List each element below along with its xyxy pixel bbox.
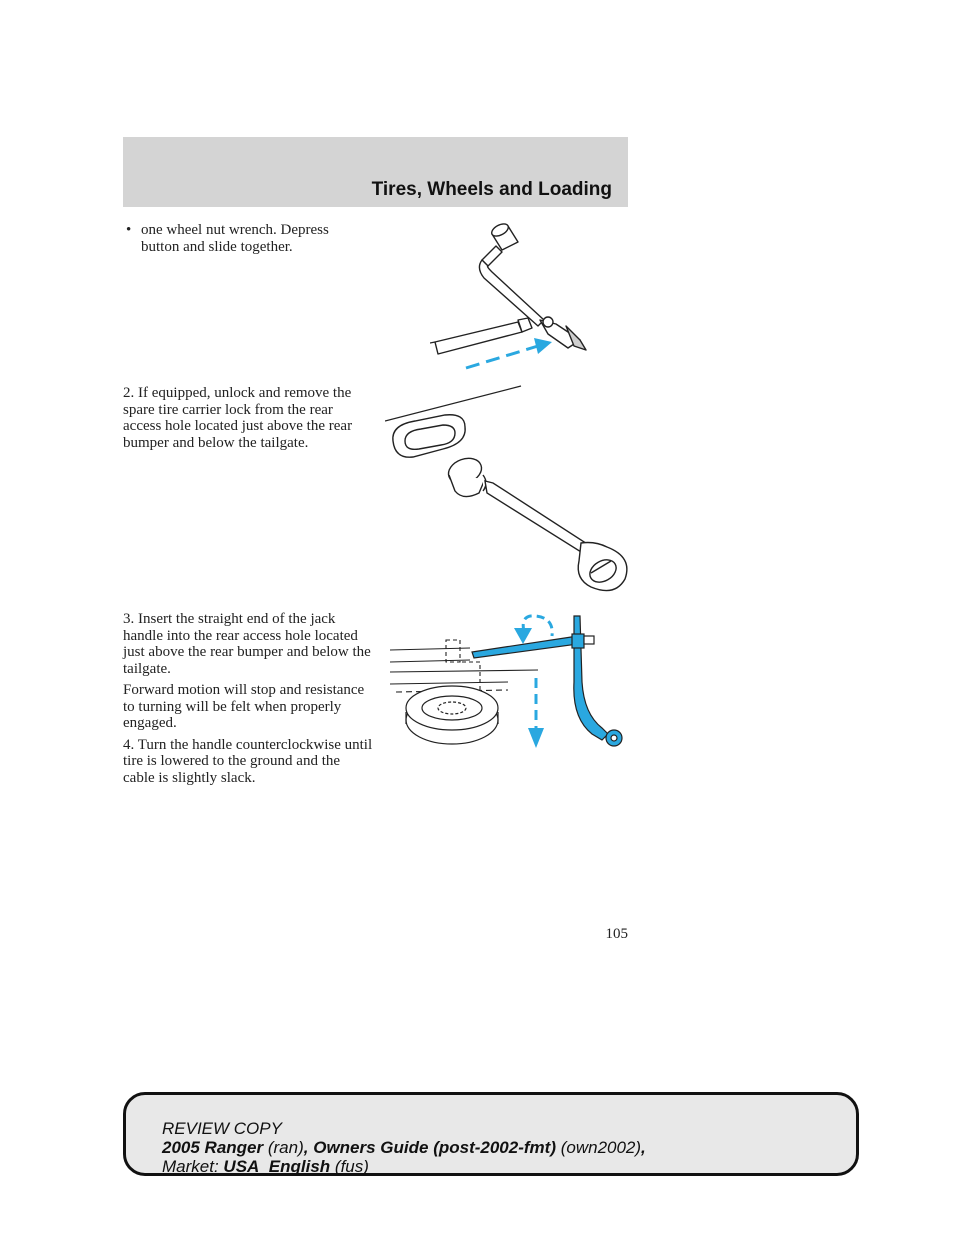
footer-separator: , (303, 1138, 314, 1157)
footer-model: 2005 Ranger (162, 1138, 264, 1157)
step-3-note-paragraph: Forward motion will stop and resistance to turning will be felt when properly engaged. (123, 682, 365, 731)
footer-guide-code: (own2002) (560, 1138, 642, 1157)
header-band (123, 137, 628, 207)
review-copy-footer (123, 1092, 859, 1176)
step-3-paragraph: 3. Insert the straight end of the jack handle into the rear access hole located just above the rear bumper and below the tailgate. (123, 611, 371, 677)
jack-handle-lowering-icon (388, 612, 633, 754)
step-3-4-text (123, 611, 375, 791)
step-4-paragraph: 4. Turn the handle counterclockwise until tire is lowered to the ground and the cable is slightly slack. (123, 736, 373, 786)
footer-market-code: (fus) (334, 1157, 369, 1176)
footer-market: USA_English (223, 1157, 331, 1176)
review-copy-label: REVIEW COPY (162, 1119, 282, 1138)
bullet-marker: • (126, 222, 132, 238)
page-number: 105 (605, 926, 628, 942)
footer-model-line (162, 1138, 856, 1157)
footer-market-line (162, 1157, 856, 1176)
bullet-text: one wheel nut wrench. Depress button and slide together. (141, 222, 329, 255)
step-2-paragraph: 2. If equipped, unlock and remove the spare tire carrier lock from the rear access hole located just above the rear bumper and below the tailgate. (123, 385, 353, 451)
footer-separator-2: , (641, 1138, 646, 1157)
bullet-wrench-text (123, 222, 363, 260)
footer-market-label: Market: (162, 1157, 219, 1176)
spare-tire-lock-icon (385, 383, 635, 598)
step-2-text (123, 385, 368, 456)
wheel-nut-wrench-icon (430, 222, 600, 377)
list-item (123, 222, 363, 255)
footer-guide: Owners Guide (post-2002-fmt) (313, 1138, 556, 1157)
footer-model-code: (ran) (267, 1138, 304, 1157)
section-title: Tires, Wheels and Loading (371, 179, 612, 200)
